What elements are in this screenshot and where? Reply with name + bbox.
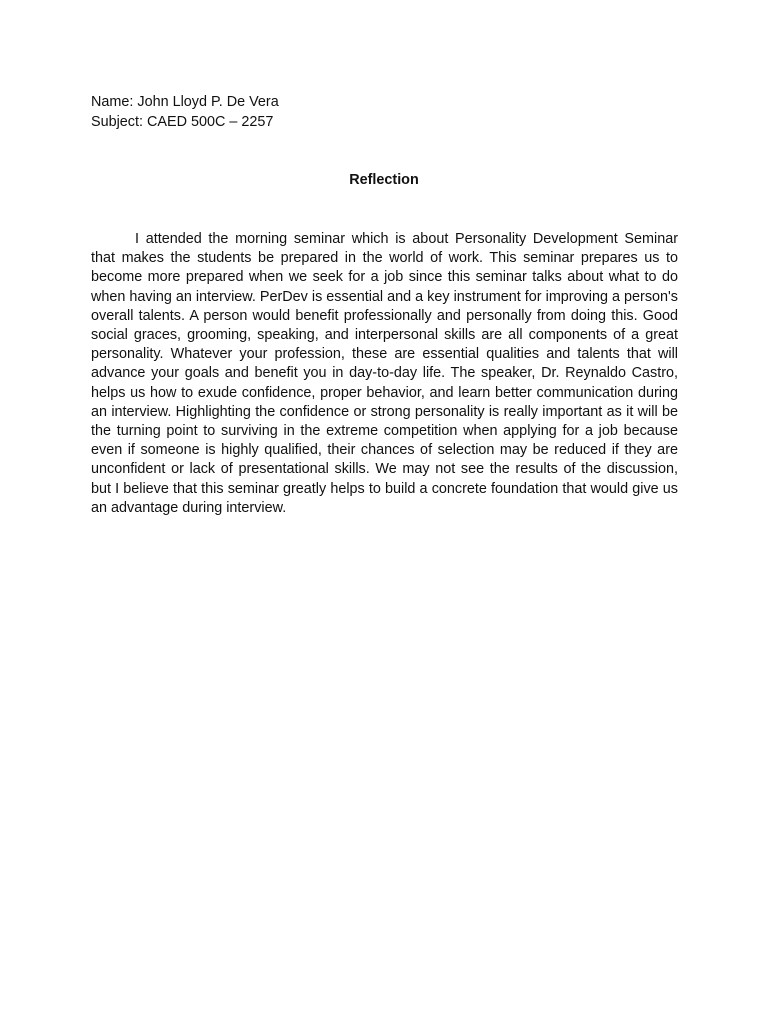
- name-line: Name: John Lloyd P. De Vera: [91, 94, 279, 110]
- subject-line: Subject: CAED 500C – 2257: [91, 113, 274, 130]
- reflection-paragraph: I attended the morning seminar which is about Personality Development Seminar that makes the students be prepared in the world of work. This seminar prepares us to become more prepared when we seek for a job since this seminar talks about what to do when having an interview. PerDev is essential and a key instrument for improving a person's overall talents. A person would benefit professionally and personally from doing this. Good social graces, grooming, speaking, and interpersonal skills are all components of a great personality. Whatever your profession, these are essential qualities and talents that will advance your goals and benefit you in day-to-day life. The speaker, Dr. Reynaldo Castro, helps us how to exude confidence, proper behavior, and learn better communication during an interview. Highlighting the confidence or strong personality is really important as it will be the turning point to surviving in the extreme competition when applying for a job because even if someone is highly qualified, their chances of selection may be reduced if they are unconfident or lack of presentational skills. We may not see the results of the discussion, but I believe that this seminar greatly helps to build a concrete foundation that would give us an advantage during interview.: [91, 231, 678, 516]
- document-header: [91, 93, 279, 132]
- document-title: Reflection: [349, 172, 419, 188]
